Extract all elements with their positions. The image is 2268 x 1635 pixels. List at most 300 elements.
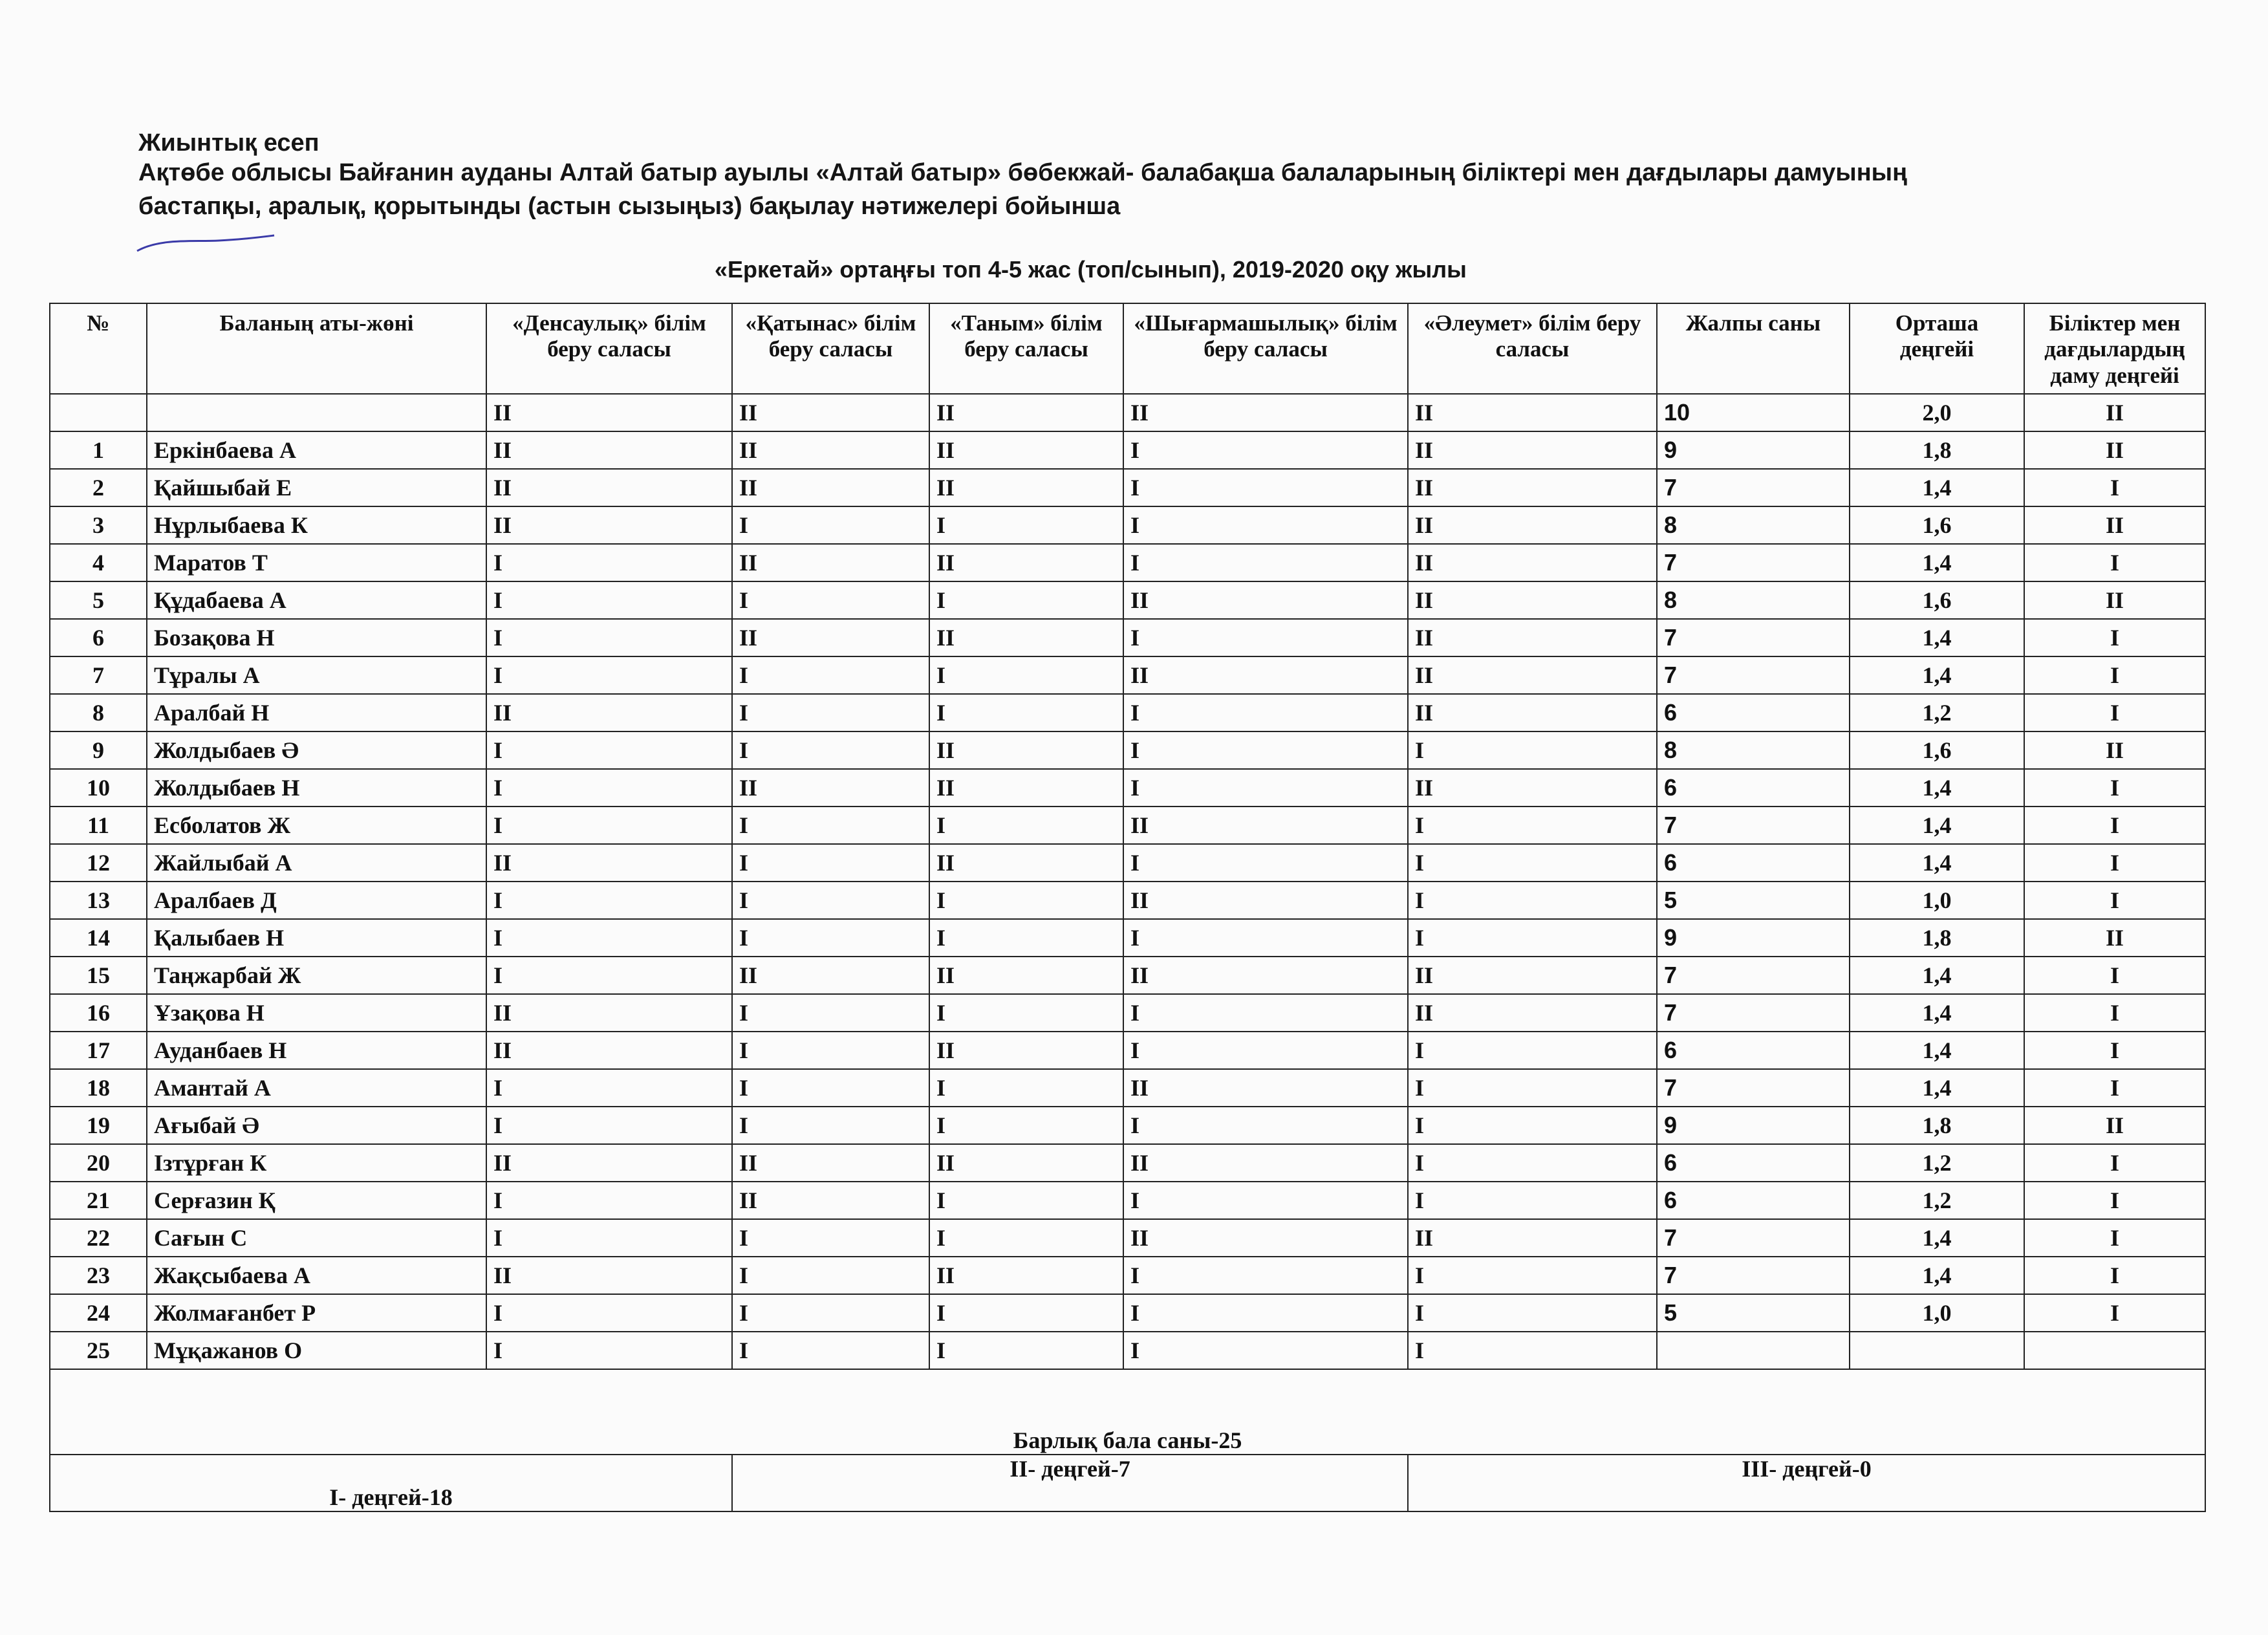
cell-creativity: I	[1123, 544, 1408, 581]
cell-communication: II	[732, 769, 929, 807]
table-row	[50, 1257, 2205, 1294]
cell-cognition: I	[929, 882, 1123, 919]
cell-number: 19	[50, 1107, 147, 1144]
cell-social: II	[1408, 694, 1657, 731]
cell-number: 8	[50, 694, 147, 731]
cell-social: II	[1408, 656, 1657, 694]
cell-child-name: Ағыбай Ә	[147, 1107, 486, 1144]
cell-creativity: II	[1123, 1219, 1408, 1257]
cell-creativity: II	[1123, 581, 1408, 619]
cell-development-level: I	[2024, 844, 2205, 882]
table-row	[50, 769, 2205, 807]
cell-development-level: I	[2024, 469, 2205, 506]
cell-creativity: I	[1123, 731, 1408, 769]
cell-total: 9	[1657, 431, 1850, 469]
cell-total: 7	[1657, 1069, 1850, 1107]
cell-total: 7	[1657, 1257, 1850, 1294]
cell-total: 5	[1657, 1294, 1850, 1332]
cell-development-level: I	[2024, 694, 2205, 731]
cell-child-name: Серғазин Қ	[147, 1182, 486, 1219]
cell-total: 6	[1657, 769, 1850, 807]
cell-child-name: Жолмағанбет Р	[147, 1294, 486, 1332]
cell-health: II	[486, 506, 732, 544]
cell-cognition: II	[929, 1032, 1123, 1069]
cell-child-name: Аралбаев Д	[147, 882, 486, 919]
table-row	[50, 544, 2205, 581]
cell-child-name: Мұқажанов О	[147, 1332, 486, 1369]
table-row	[50, 1332, 2205, 1369]
cell-health: II	[486, 469, 732, 506]
cell-cognition: II	[929, 619, 1123, 656]
cell-creativity: I	[1123, 994, 1408, 1032]
cell-cognition: I	[929, 1294, 1123, 1332]
cell-health: II	[486, 1144, 732, 1182]
cell-communication: II	[732, 1182, 929, 1219]
cell-development-level: I	[2024, 1069, 2205, 1107]
cell-health: I	[486, 1219, 732, 1257]
cell-total: 5	[1657, 882, 1850, 919]
cell-average: 1,4	[1850, 469, 2024, 506]
table-row	[50, 1294, 2205, 1332]
cell-total: 7	[1657, 957, 1850, 994]
cell-cognition: II	[929, 844, 1123, 882]
cell-child-name: Бозақова Н	[147, 619, 486, 656]
summary-total-children: Барлық бала саны-25	[50, 1369, 2205, 1455]
cell-total: 7	[1657, 994, 1850, 1032]
cell-number: 3	[50, 506, 147, 544]
cell-health: II	[486, 994, 732, 1032]
cell-average: 1,4	[1850, 1219, 2024, 1257]
col-average: Орташа деңгейі	[1850, 303, 2024, 394]
cell-communication: I	[732, 1332, 929, 1369]
cell-number: 4	[50, 544, 147, 581]
cell-social: I	[1408, 1332, 1657, 1369]
table-row	[50, 957, 2205, 994]
cell-health: II	[486, 1032, 732, 1069]
cell-creativity: I	[1123, 431, 1408, 469]
cell-child-name: Маратов Т	[147, 544, 486, 581]
cell-social: I	[1408, 1257, 1657, 1294]
cell-cognition: I	[929, 1219, 1123, 1257]
cell-development-level: II	[2024, 919, 2205, 957]
cell-total: 7	[1657, 656, 1850, 694]
col-cognition: «Таным» білім беру саласы	[929, 303, 1123, 394]
cell-social: I	[1408, 1144, 1657, 1182]
table-row	[50, 1032, 2205, 1069]
cell-average	[1850, 1332, 2024, 1369]
cell-cognition: II	[929, 1144, 1123, 1182]
cell-average: 1,6	[1850, 731, 2024, 769]
cell-communication: I	[732, 506, 929, 544]
cell-creativity: I	[1123, 619, 1408, 656]
cell-creativity: II	[1123, 394, 1408, 431]
cell-creativity: II	[1123, 957, 1408, 994]
cell-child-name: Есболатов Ж	[147, 807, 486, 844]
cell-cognition: II	[929, 957, 1123, 994]
table-row	[50, 994, 2205, 1032]
cell-creativity: I	[1123, 844, 1408, 882]
cell-health: I	[486, 656, 732, 694]
cell-blank	[147, 394, 486, 431]
cell-average: 1,2	[1850, 694, 2024, 731]
cell-communication: I	[732, 1069, 929, 1107]
cell-average: 1,2	[1850, 1182, 2024, 1219]
table-row	[50, 431, 2205, 469]
cell-communication: I	[732, 882, 929, 919]
cell-communication: I	[732, 1294, 929, 1332]
results-table	[49, 303, 2206, 1512]
cell-communication: I	[732, 731, 929, 769]
cell-cognition: II	[929, 769, 1123, 807]
cell-social: II	[1408, 1219, 1657, 1257]
cell-health: II	[486, 394, 732, 431]
cell-child-name: Сағын С	[147, 1219, 486, 1257]
cell-average: 1,2	[1850, 1144, 2024, 1182]
cell-social: I	[1408, 1182, 1657, 1219]
cell-average: 1,8	[1850, 1107, 2024, 1144]
col-communication: «Қатынас» білім беру саласы	[732, 303, 929, 394]
cell-development-level: I	[2024, 619, 2205, 656]
cell-creativity: I	[1123, 1332, 1408, 1369]
col-creativity: «Шығармашылық» білім беру саласы	[1123, 303, 1408, 394]
cell-health: I	[486, 1332, 732, 1369]
cell-child-name: Құдабаева А	[147, 581, 486, 619]
cell-cognition: II	[929, 544, 1123, 581]
cell-average: 2,0	[1850, 394, 2024, 431]
cell-social: I	[1408, 919, 1657, 957]
cell-number: 10	[50, 769, 147, 807]
cell-development-level: II	[2024, 394, 2205, 431]
cell-development-level: I	[2024, 1257, 2205, 1294]
cell-number: 7	[50, 656, 147, 694]
cell-communication: II	[732, 957, 929, 994]
cell-average: 1,0	[1850, 1294, 2024, 1332]
cell-development-level: I	[2024, 1294, 2205, 1332]
cell-total: 7	[1657, 1219, 1850, 1257]
cell-social: I	[1408, 1294, 1657, 1332]
cell-average: 1,4	[1850, 844, 2024, 882]
cell-communication: II	[732, 544, 929, 581]
table-row	[50, 394, 2205, 431]
cell-social: I	[1408, 882, 1657, 919]
cell-number: 9	[50, 731, 147, 769]
cell-child-name: Қайшыбай Е	[147, 469, 486, 506]
cell-creativity: I	[1123, 1294, 1408, 1332]
cell-social: II	[1408, 394, 1657, 431]
cell-creativity: I	[1123, 1107, 1408, 1144]
cell-average: 1,8	[1850, 431, 2024, 469]
cell-number: 18	[50, 1069, 147, 1107]
cell-development-level: I	[2024, 807, 2205, 844]
cell-communication: I	[732, 694, 929, 731]
cell-health: I	[486, 919, 732, 957]
cell-health: I	[486, 731, 732, 769]
col-number: №	[50, 303, 147, 394]
cell-development-level: II	[2024, 506, 2205, 544]
cell-number: 5	[50, 581, 147, 619]
cell-health: II	[486, 431, 732, 469]
cell-child-name: Жолдыбаев Н	[147, 769, 486, 807]
cell-number: 12	[50, 844, 147, 882]
col-total: Жалпы саны	[1657, 303, 1850, 394]
table-header-row	[50, 303, 2205, 394]
table-row	[50, 1069, 2205, 1107]
cell-cognition: I	[929, 1332, 1123, 1369]
cell-total	[1657, 1332, 1850, 1369]
cell-number: 1	[50, 431, 147, 469]
cell-communication: I	[732, 807, 929, 844]
cell-health: I	[486, 1182, 732, 1219]
cell-communication: I	[732, 1032, 929, 1069]
cell-cognition: II	[929, 394, 1123, 431]
col-child-name: Баланың аты-жөні	[147, 303, 486, 394]
table-row	[50, 581, 2205, 619]
cell-total: 6	[1657, 1182, 1850, 1219]
cell-social: I	[1408, 1107, 1657, 1144]
cell-creativity: I	[1123, 694, 1408, 731]
cell-total: 6	[1657, 1144, 1850, 1182]
cell-total: 10	[1657, 394, 1850, 431]
cell-communication: II	[732, 1144, 929, 1182]
cell-number: 2	[50, 469, 147, 506]
cell-child-name: Қалыбаев Н	[147, 919, 486, 957]
cell-child-name: Жолдыбаев Ә	[147, 731, 486, 769]
cell-total: 8	[1657, 731, 1850, 769]
table-row	[50, 619, 2205, 656]
pen-underline-mark	[135, 219, 277, 257]
cell-communication: I	[732, 994, 929, 1032]
cell-development-level: II	[2024, 431, 2205, 469]
table-row	[50, 844, 2205, 882]
cell-number: 24	[50, 1294, 147, 1332]
cell-development-level: II	[2024, 731, 2205, 769]
cell-communication: I	[732, 1107, 929, 1144]
cell-health: I	[486, 882, 732, 919]
cell-social: II	[1408, 581, 1657, 619]
cell-development-level	[2024, 1332, 2205, 1369]
cell-child-name: Ізтұрған К	[147, 1144, 486, 1182]
cell-creativity: I	[1123, 1032, 1408, 1069]
cell-communication: II	[732, 469, 929, 506]
cell-creativity: I	[1123, 506, 1408, 544]
col-health: «Денсаулық» білім беру саласы	[486, 303, 732, 394]
cell-development-level: I	[2024, 656, 2205, 694]
cell-cognition: I	[929, 1182, 1123, 1219]
cell-child-name: Таңжарбай Ж	[147, 957, 486, 994]
cell-communication: II	[732, 394, 929, 431]
cell-number: 22	[50, 1219, 147, 1257]
table-row	[50, 694, 2205, 731]
cell-average: 1,4	[1850, 807, 2024, 844]
cell-creativity: II	[1123, 656, 1408, 694]
cell-social: II	[1408, 431, 1657, 469]
cell-development-level: I	[2024, 1144, 2205, 1182]
cell-creativity: II	[1123, 807, 1408, 844]
cell-number: 11	[50, 807, 147, 844]
cell-total: 7	[1657, 807, 1850, 844]
summary-level-3: III- деңгей-0	[1408, 1455, 2205, 1511]
cell-development-level: I	[2024, 882, 2205, 919]
cell-total: 7	[1657, 619, 1850, 656]
cell-average: 1,4	[1850, 769, 2024, 807]
cell-creativity: I	[1123, 919, 1408, 957]
cell-average: 1,4	[1850, 656, 2024, 694]
table-row	[50, 807, 2205, 844]
cell-health: I	[486, 807, 732, 844]
cell-cognition: II	[929, 469, 1123, 506]
cell-total: 6	[1657, 694, 1850, 731]
cell-development-level: II	[2024, 1107, 2205, 1144]
cell-creativity: II	[1123, 1144, 1408, 1182]
cell-social: II	[1408, 619, 1657, 656]
table-row	[50, 469, 2205, 506]
cell-health: I	[486, 544, 732, 581]
cell-total: 7	[1657, 544, 1850, 581]
cell-average: 1,4	[1850, 619, 2024, 656]
group-title: «Еркетай» ортаңғы топ 4-5 жас (топ/сынып), 2019-2020 оқу жылы	[715, 256, 1467, 283]
cell-communication: I	[732, 1219, 929, 1257]
cell-social: II	[1408, 994, 1657, 1032]
cell-average: 1,8	[1850, 919, 2024, 957]
cell-child-name: Амантай А	[147, 1069, 486, 1107]
cell-child-name: Тұралы А	[147, 656, 486, 694]
cell-creativity: II	[1123, 882, 1408, 919]
cell-social: I	[1408, 807, 1657, 844]
cell-number: 15	[50, 957, 147, 994]
cell-cognition: I	[929, 807, 1123, 844]
cell-cognition: I	[929, 1069, 1123, 1107]
cell-number: 21	[50, 1182, 147, 1219]
cell-health: I	[486, 957, 732, 994]
cell-health: II	[486, 844, 732, 882]
report-stage-line: бастапқы, аралық, қорытынды (астын сызыңыз) бақылау нәтижелері бойынша	[138, 193, 1121, 220]
cell-development-level: II	[2024, 581, 2205, 619]
table-row	[50, 919, 2205, 957]
cell-cognition: I	[929, 506, 1123, 544]
cell-communication: II	[732, 619, 929, 656]
cell-number: 14	[50, 919, 147, 957]
cell-health: I	[486, 1069, 732, 1107]
table-row	[50, 1107, 2205, 1144]
cell-social: II	[1408, 544, 1657, 581]
cell-social: I	[1408, 1032, 1657, 1069]
cell-development-level: I	[2024, 1219, 2205, 1257]
cell-number: 6	[50, 619, 147, 656]
cell-number: 25	[50, 1332, 147, 1369]
cell-development-level: I	[2024, 994, 2205, 1032]
col-development-level: Біліктер мен дағдылардың даму деңгейі	[2024, 303, 2205, 394]
cell-development-level: I	[2024, 1182, 2205, 1219]
cell-average: 1,4	[1850, 544, 2024, 581]
cell-creativity: I	[1123, 469, 1408, 506]
cell-cognition: II	[929, 431, 1123, 469]
cell-communication: I	[732, 844, 929, 882]
cell-development-level: I	[2024, 544, 2205, 581]
cell-health: I	[486, 1294, 732, 1332]
cell-creativity: I	[1123, 769, 1408, 807]
cell-health: I	[486, 769, 732, 807]
cell-child-name: Ұзақова Н	[147, 994, 486, 1032]
col-social: «Әлеумет» білім беру саласы	[1408, 303, 1657, 394]
cell-child-name: Еркінбаева А	[147, 431, 486, 469]
cell-cognition: I	[929, 656, 1123, 694]
cell-health: I	[486, 619, 732, 656]
cell-creativity: II	[1123, 1069, 1408, 1107]
cell-total: 8	[1657, 581, 1850, 619]
cell-social: II	[1408, 957, 1657, 994]
cell-average: 1,4	[1850, 957, 2024, 994]
cell-average: 1,6	[1850, 581, 2024, 619]
cell-number: 17	[50, 1032, 147, 1069]
cell-cognition: I	[929, 994, 1123, 1032]
cell-average: 1,4	[1850, 1069, 2024, 1107]
table-row	[50, 1219, 2205, 1257]
cell-communication: II	[732, 431, 929, 469]
cell-cognition: I	[929, 1107, 1123, 1144]
cell-social: I	[1408, 1069, 1657, 1107]
cell-cognition: I	[929, 694, 1123, 731]
cell-development-level: I	[2024, 957, 2205, 994]
table-row	[50, 882, 2205, 919]
cell-development-level: I	[2024, 1032, 2205, 1069]
cell-total: 6	[1657, 1032, 1850, 1069]
cell-development-level: I	[2024, 769, 2205, 807]
table-row	[50, 731, 2205, 769]
cell-total: 6	[1657, 844, 1850, 882]
cell-social: II	[1408, 469, 1657, 506]
cell-child-name: Нұрлыбаева К	[147, 506, 486, 544]
cell-social: I	[1408, 844, 1657, 882]
cell-social: I	[1408, 731, 1657, 769]
cell-social: II	[1408, 506, 1657, 544]
cell-child-name: Жайлыбай А	[147, 844, 486, 882]
cell-total: 9	[1657, 919, 1850, 957]
cell-number: 23	[50, 1257, 147, 1294]
table-row	[50, 1144, 2205, 1182]
cell-number: 20	[50, 1144, 147, 1182]
cell-cognition: II	[929, 1257, 1123, 1294]
table-row	[50, 506, 2205, 544]
summary-level-1: I- деңгей-18	[50, 1455, 732, 1511]
cell-health: II	[486, 694, 732, 731]
cell-cognition: I	[929, 581, 1123, 619]
cell-average: 1,6	[1850, 506, 2024, 544]
cell-average: 1,4	[1850, 1032, 2024, 1069]
report-subtitle: Ақтөбе облысы Байғанин ауданы Алтай батыр ауылы «Алтай батыр» бөбекжай- балабақша балаларының біліктері мен дағдылары дамуының	[138, 159, 1908, 186]
cell-cognition: I	[929, 919, 1123, 957]
cell-average: 1,0	[1850, 882, 2024, 919]
summary-level-2: II- деңгей-7	[732, 1455, 1408, 1511]
cell-blank	[50, 394, 147, 431]
cell-creativity: I	[1123, 1182, 1408, 1219]
cell-child-name: Аралбай Н	[147, 694, 486, 731]
cell-communication: I	[732, 581, 929, 619]
cell-health: II	[486, 1257, 732, 1294]
report-title: Жиынтық есеп	[138, 129, 319, 157]
cell-child-name: Ауданбаев Н	[147, 1032, 486, 1069]
cell-total: 8	[1657, 506, 1850, 544]
cell-average: 1,4	[1850, 994, 2024, 1032]
cell-creativity: I	[1123, 1257, 1408, 1294]
cell-communication: I	[732, 656, 929, 694]
cell-child-name: Жақсыбаева А	[147, 1257, 486, 1294]
cell-total: 7	[1657, 469, 1850, 506]
cell-social: II	[1408, 769, 1657, 807]
cell-number: 16	[50, 994, 147, 1032]
table-row	[50, 656, 2205, 694]
cell-communication: I	[732, 1257, 929, 1294]
table-row	[50, 1182, 2205, 1219]
